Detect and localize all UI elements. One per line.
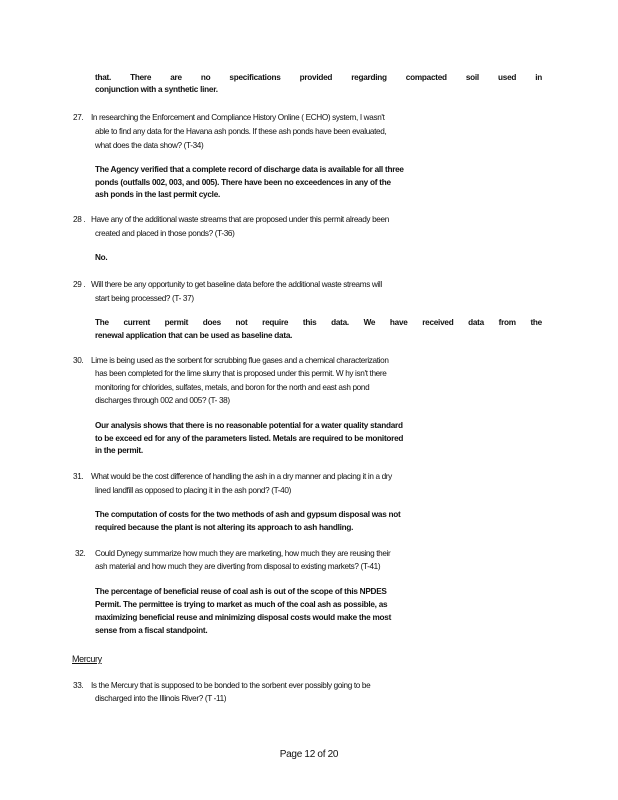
answer-30-line-1: Our analysis shows that there is no reasonable potential for a water quality standard	[95, 421, 403, 430]
answer-27-line-1: The Agency verified that a complete record of discharge data is available for all three	[95, 165, 404, 174]
question-32-number: 32.	[75, 549, 86, 558]
question-28-number: 28 .	[73, 215, 86, 224]
page-footer: Page 12 of 20	[279, 749, 339, 760]
question-27-number: 27.	[73, 113, 84, 122]
question-29-line-2: start being processed? (T- 37)	[95, 294, 194, 303]
section-heading-mercury: Mercury	[72, 654, 102, 664]
question-27-line-3: what does the data show? (T-34)	[95, 141, 204, 150]
answer-30-line-3: in the permit.	[95, 446, 143, 455]
question-33-line-1: Is the Mercury that is supposed to be bonded to the sorbent ever possibly going to be	[91, 681, 371, 690]
question-27-line-2: able to find any data for the Havana ash ponds. If these ash ponds have been evaluated,	[95, 127, 387, 136]
answer-31-line-2: required because the plant is not altering its approach to ash handling.	[95, 523, 354, 532]
answer-29-line-1: The current permit does not require this data. We have received data from the	[95, 318, 542, 327]
question-32-line-2: ash material and how much they are diverting from disposal to existing markets? (T-41)	[95, 562, 381, 571]
question-30-line-1: Lime is being used as the sorbent for scrubbing flue gases and a chemical characterization	[91, 356, 389, 365]
answer-26-line-1: that. There are no specifications provided regarding compacted soil used in	[95, 73, 542, 82]
question-28-line-2: created and placed in those ponds? (T-36)	[95, 229, 235, 238]
question-28-line-1: Have any of the additional waste streams that are proposed under this permit already been	[91, 215, 389, 224]
answer-30-line-2: to be exceed ed for any of the parameters listed. Metals are required to be monitored	[95, 434, 404, 443]
answer-27-line-3: ash ponds in the last permit cycle.	[95, 190, 221, 199]
answer-32-line-2: Permit. The permittee is trying to market as much of the coal ash as possible, as	[95, 600, 388, 609]
question-33-number: 33.	[73, 681, 84, 690]
question-32-line-1: Could Dynegy summarize how much they are marketing, how much they are reusing their	[95, 549, 391, 558]
question-30-line-3: monitoring for chlorides, sulfates, metals, and boron for the north and east ash pond	[95, 383, 370, 392]
answer-31-line-1: The computation of costs for the two methods of ash and gypsum disposal was not	[95, 510, 401, 519]
question-31-line-1: What would be the cost difference of handling the ash in a dry manner and placing it in a dry	[91, 472, 392, 481]
answer-32-line-4: sense from a fiscal standpoint.	[95, 626, 208, 635]
question-29-line-1: Will there be any opportunity to get baseline data before the additional waste streams will	[91, 280, 382, 289]
answer-32-line-1: The percentage of beneficial reuse of coal ash is out of the scope of this NPDES	[95, 587, 387, 596]
question-30-number: 30.	[73, 356, 84, 365]
question-31-number: 31.	[73, 472, 84, 481]
answer-28-line-1: No.	[95, 253, 108, 262]
answer-26-line-2: conjunction with a synthetic liner.	[95, 85, 218, 94]
question-30-line-4: discharges through 002 and 005? (T- 38)	[95, 396, 230, 405]
question-33-line-2: discharged into the Illinois River? (T -11)	[95, 694, 227, 703]
answer-32-line-3: maximizing beneficial reuse and minimizing disposal costs would make the most	[95, 613, 392, 622]
question-29-number: 29 .	[73, 280, 86, 289]
question-31-line-2: lined landfill as opposed to placing it in the ash pond? (T-40)	[95, 486, 291, 495]
answer-27-line-2: ponds (outfalls 002, 003, and 005). There have been no exceedences in any of the	[95, 178, 391, 187]
answer-29-line-2: renewal application that can be used as baseline data.	[95, 331, 293, 340]
question-27-line-1: In researching the Enforcement and Compliance History Online ( ECHO) system, I wasn't	[91, 113, 385, 122]
question-30-line-2: has been completed for the lime slurry that is proposed under this permit. W hy isn't there	[95, 369, 387, 378]
